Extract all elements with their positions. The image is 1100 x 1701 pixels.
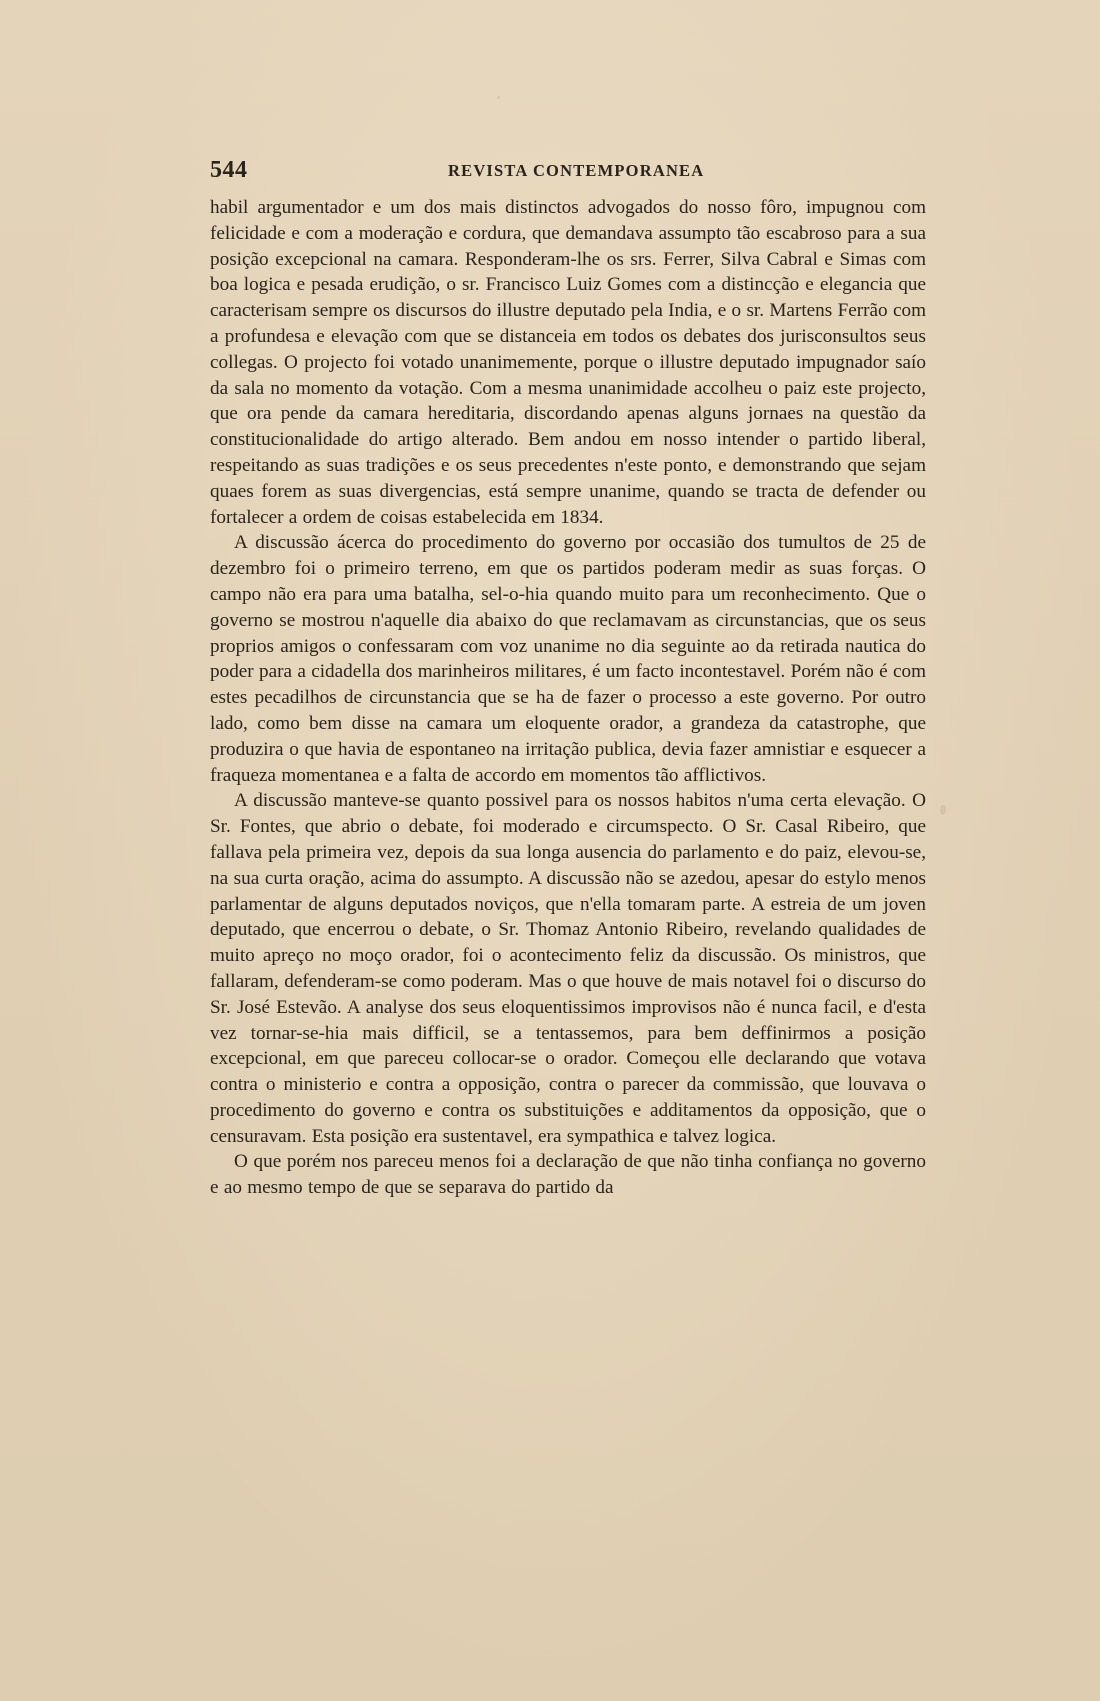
page-number: 544 [210, 157, 248, 183]
ink-speck [497, 96, 500, 99]
ink-smudge [940, 805, 946, 815]
article-body [210, 195, 926, 1201]
paragraph-2: A discussão ácerca do procedimento do governo por occasião dos tumultos de 25 de dezembro foi o primeiro terreno, em que os partidos poderam medir as suas forças. O campo não era para uma batalha, sel-o-hia quando muito para um reconhecimento. Que o governo se mostrou n'aquelle dia abaixo do que reclamavam as circunstancias, que os seus proprios amigos o confessaram com voz unanime no dia seguinte ao da retirada nautica do poder para a cidadella dos marinheiros militares, é um facto incontestavel. Porém não é com estes pecadilhos de circunstancia que se ha de fazer o processo a este governo. Por outro lado, como bem disse na camara um eloquente orador, a grandeza da catastrophe, que produzira o que havia de espontaneo na irritação publica, devia fazer amnistiar e esquecer a fraqueza momentanea e a falta de accordo em momentos tão afflictivos. [210, 532, 926, 786]
journal-title: REVISTA CONTEMPORANEA [448, 161, 705, 180]
paragraph-3: A discussão manteve-se quanto possivel para os nossos habitos n'uma certa elevação. O Sr. Fontes, que abrio o debate, foi moderado e circumspecto. O Sr. Casal Ribeiro, que fallava pela primeira vez, depois da sua longa ausencia do parlamento e do paiz, elevou-se, na sua curta oração, acima do assumpto. A discussão não se azedou, apesar do estylo menos parlamentar de alguns deputados noviços, que n'ella tomaram parte. A estreia de um joven deputado, que encerrou o debate, o Sr. Thomaz Antonio Ribeiro, revelando qualidades de muito apreço no moço orador, foi o acontecimento feliz da discussão. Os ministros, que fallaram, defenderam-se como poderam. Mas o que houve de mais notavel foi o discurso do Sr. José Estevão. A analyse dos seus eloquentissimos improvisos não é nunca facil, e d'esta vez tornar-se-hia mais difficil, se a tentassemos, para bem deffinirmos a posição excepcional, em que pareceu collocar-se o orador. Começou elle declarando que votava contra o ministerio e contra a opposição, contra o parecer da commissão, que louvava o procedimento do governo e contra os substituições e additamentos da opposição, que o censuravam. Esta posição era sustentavel, era sympathica e talvez logica. [210, 790, 926, 1147]
paragraph-1: habil argumentador e um dos mais distinctos advogados do nosso fôro, impugnou com felicidade e com a moderação e cordura, que demandava assumpto tão escabroso para a sua posição excepcional na camara. Responderam-lhe os srs. Ferrer, Silva Cabral e Simas com boa logica e pesada erudição, o sr. Francisco Luiz Gomes com a distincção e elegancia que caracterisam sempre os discursos do illustre deputado pela India, e o sr. Martens Ferrão com a profundesa e elevação com que se distanceia em todos os debates dos jurisconsultos seus collegas. O projecto foi votado unanimemente, porque o illustre deputado impugnador saío da sala no momento da votação. Com a mesma unanimidade accolheu o paiz este projecto, que ora pende da camara hereditaria, discordando apenas alguns jornaes na questão da constitucionalidade do artigo alterado. Bem andou em nosso intender o partido liberal, respeitando as suas tradições e os seus precedentes n'este ponto, e demonstrando que sejam quaes forem as suas divergencias, está sempre unanime, quando se tracta de defender ou fortalecer a ordem de coisas estabelecida em 1834. [210, 197, 926, 528]
running-head [210, 157, 924, 183]
paragraph-4: O que porém nos pareceu menos foi a declaração de que não tinha confiança no governo e ao mesmo tempo de que se separava do partido da [210, 1151, 926, 1199]
